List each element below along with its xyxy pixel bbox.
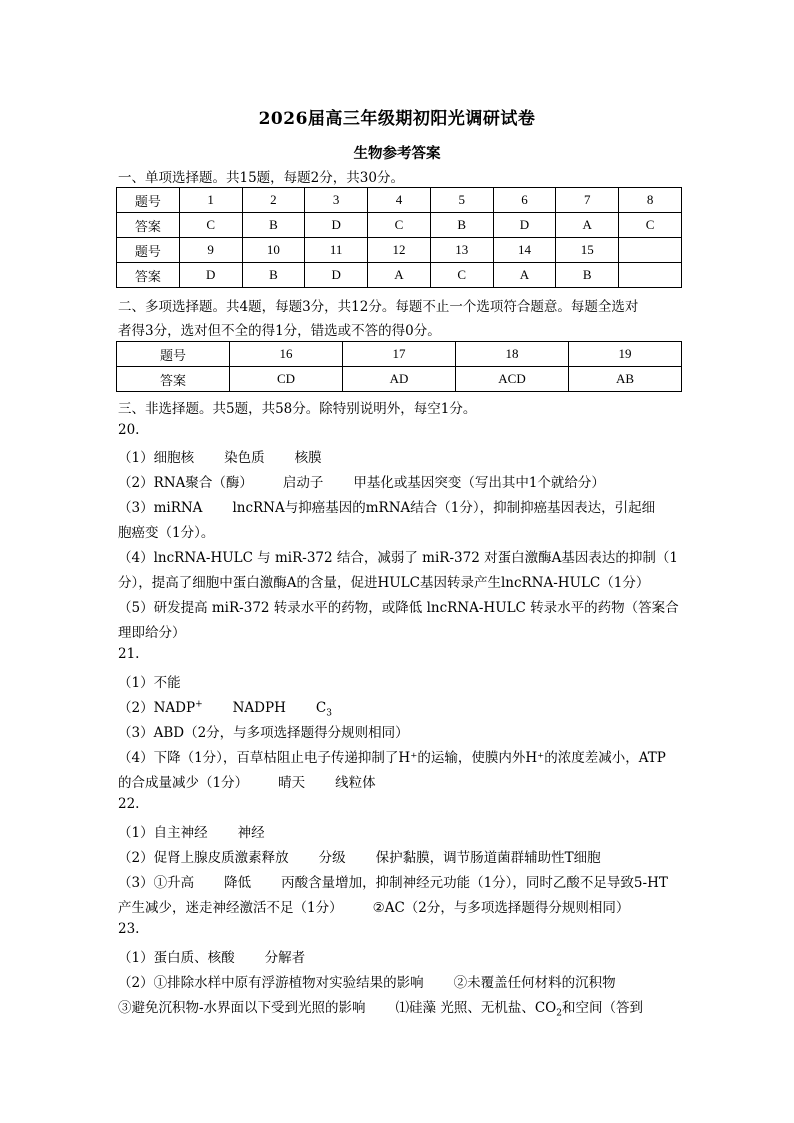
section2-heading-line1: 二、多项选择题。共4题，每题3分，共12分。每题不止一个选项符合题意。每题全选对 xyxy=(118,299,639,315)
answer-cell: D xyxy=(493,213,556,238)
answer-cell: 19 xyxy=(569,342,682,367)
answer-cell: B xyxy=(242,213,305,238)
answer-cell: 10 xyxy=(242,238,305,263)
q20-answer-5-line1: （5）研发提高 miR-372 转录水平的药物，或降低 lncRNA-HULC 转录水平的药物（答案合 xyxy=(118,600,679,616)
q21-answer-1: （1）不能 xyxy=(118,675,181,691)
q20-answer-3-line1: （3）miRNA lncRNA与抑癌基因的mRNA结合（1分），抑制抑癌基因表达，引起细 xyxy=(118,500,656,516)
question-23-number: 23. xyxy=(118,921,140,937)
q20-answer-5-line2: 理即给分） xyxy=(118,625,186,641)
table-row xyxy=(117,342,682,367)
answer-cell: 5 xyxy=(430,188,493,213)
row-label-cell: 答案 xyxy=(117,263,180,288)
question-21-number: 21. xyxy=(118,646,140,662)
q20-answer-3-line2: 胞癌变（1分）。 xyxy=(118,525,215,541)
answer-cell: B xyxy=(430,213,493,238)
answer-cell: 9 xyxy=(179,238,242,263)
row-label-cell: 答案 xyxy=(117,367,230,392)
answer-cell: C xyxy=(368,213,431,238)
table-row xyxy=(117,213,682,238)
question-20-number: 20. xyxy=(118,422,140,438)
answer-cell: A xyxy=(493,263,556,288)
q22-answer-3-line1: （3）①升高 降低 丙酸含量增加，抑制神经元功能（1分），同时乙酸不足导致5-HT xyxy=(118,875,668,891)
table-row xyxy=(117,188,682,213)
question-22-number: 22. xyxy=(118,796,140,812)
row-label-cell: 题号 xyxy=(117,342,230,367)
answer-cell xyxy=(619,263,682,288)
table-row xyxy=(117,367,682,392)
answer-cell: 11 xyxy=(305,238,368,263)
row-label-cell: 答案 xyxy=(117,213,180,238)
answer-cell: B xyxy=(556,263,619,288)
q21-answer-4-line1: （4）下降（1分），百草枯阻止电子传递抑制了H⁺的运输，使膜内外H⁺的浓度差减小，ATP xyxy=(118,750,666,766)
answer-cell: D xyxy=(179,263,242,288)
answer-cell: 17 xyxy=(343,342,456,367)
answer-cell: 14 xyxy=(493,238,556,263)
answer-cell: 3 xyxy=(305,188,368,213)
answer-cell: C xyxy=(179,213,242,238)
answer-cell: D xyxy=(305,263,368,288)
answer-cell: A xyxy=(368,263,431,288)
q22-answer-2: （2）促肾上腺皮质激素释放 分级 保护黏膜，调节肠道菌群辅助性T细胞 xyxy=(118,850,601,866)
table-row xyxy=(117,263,682,288)
q20-answer-4-line2: 分），提高了细胞中蛋白激酶A的含量，促进HULC基因转录产生lncRNA-HULC（1分） xyxy=(118,575,650,591)
answer-cell: 2 xyxy=(242,188,305,213)
answer-cell xyxy=(619,238,682,263)
table-row xyxy=(117,238,682,263)
q20-answer-2: （2）RNA聚合（酶） 启动子 甲基化或基因突变（写出其中1个就给分） xyxy=(118,475,605,491)
q20-answer-1: （1）细胞核 染色质 核膜 xyxy=(118,450,322,466)
answer-cell: AB xyxy=(569,367,682,392)
multiple-choice-answer-table xyxy=(116,341,682,392)
answer-cell: D xyxy=(305,213,368,238)
single-choice-answer-table xyxy=(116,187,682,288)
answer-cell: 12 xyxy=(368,238,431,263)
q22-answer-1: （1）自主神经 神经 xyxy=(118,825,265,841)
q21-answer-2: （2）NADP+ NADPH $C_3$ xyxy=(118,699,332,719)
answer-cell: 1 xyxy=(179,188,242,213)
answer-cell: C xyxy=(619,213,682,238)
answer-cell: 8 xyxy=(619,188,682,213)
q22-answer-3-line2: 产生减少，迷走神经激活不足（1分） ②AC（2分，与多项选择题得分规则相同） xyxy=(118,900,630,916)
answer-cell: 18 xyxy=(456,342,569,367)
section1-heading: 一、单项选择题。共15题，每题2分，共30分。 xyxy=(118,170,404,186)
answer-cell: CD xyxy=(230,367,343,392)
q21-answer-3: （3）ABD（2分，与多项选择题得分规则相同） xyxy=(118,725,409,741)
answer-cell: A xyxy=(556,213,619,238)
q23-answer-2-line1: （2）①排除水样中原有浮游植物对实验结果的影响 ②未覆盖任何材料的沉积物 xyxy=(118,975,616,991)
answer-cell: C xyxy=(430,263,493,288)
page-subtitle: 生物参考答案 xyxy=(353,145,441,162)
answer-cell: 15 xyxy=(556,238,619,263)
q23-answer-1: （1）蛋白质、核酸 分解者 xyxy=(118,950,306,966)
section2-heading-line2: 者得3分，选对但不全的得1分，错选或不答的得0分。 xyxy=(118,323,441,339)
answer-cell: 4 xyxy=(368,188,431,213)
row-label-cell: 题号 xyxy=(117,188,180,213)
answer-cell: AD xyxy=(343,367,456,392)
q20-answer-4-line1: （4）lncRNA-HULC 与 miR-372 结合，减弱了 miR-372 对蛋白激酶A基因表达的抑制（1 xyxy=(118,550,678,566)
page-title: 2026届高三年级期初阳光调研试卷 xyxy=(258,109,536,129)
section3-heading: 三、非选择题。共5题，共58分。除特别说明外，每空1分。 xyxy=(118,401,477,417)
q23-answer-2-line2: ③避免沉积物-水界面以下受到光照的影响 ⑴硅藻 光照、无机盐、$CO_2$和空间（答到 xyxy=(118,1000,643,1019)
q21-answer-4-line2: 的合成量减少（1分） 晴天 线粒体 xyxy=(118,775,376,791)
answer-cell: ACD xyxy=(456,367,569,392)
answer-cell: 16 xyxy=(230,342,343,367)
answer-cell: 13 xyxy=(430,238,493,263)
answer-cell: 7 xyxy=(556,188,619,213)
answer-cell: 6 xyxy=(493,188,556,213)
row-label-cell: 题号 xyxy=(117,238,180,263)
answer-cell: B xyxy=(242,263,305,288)
